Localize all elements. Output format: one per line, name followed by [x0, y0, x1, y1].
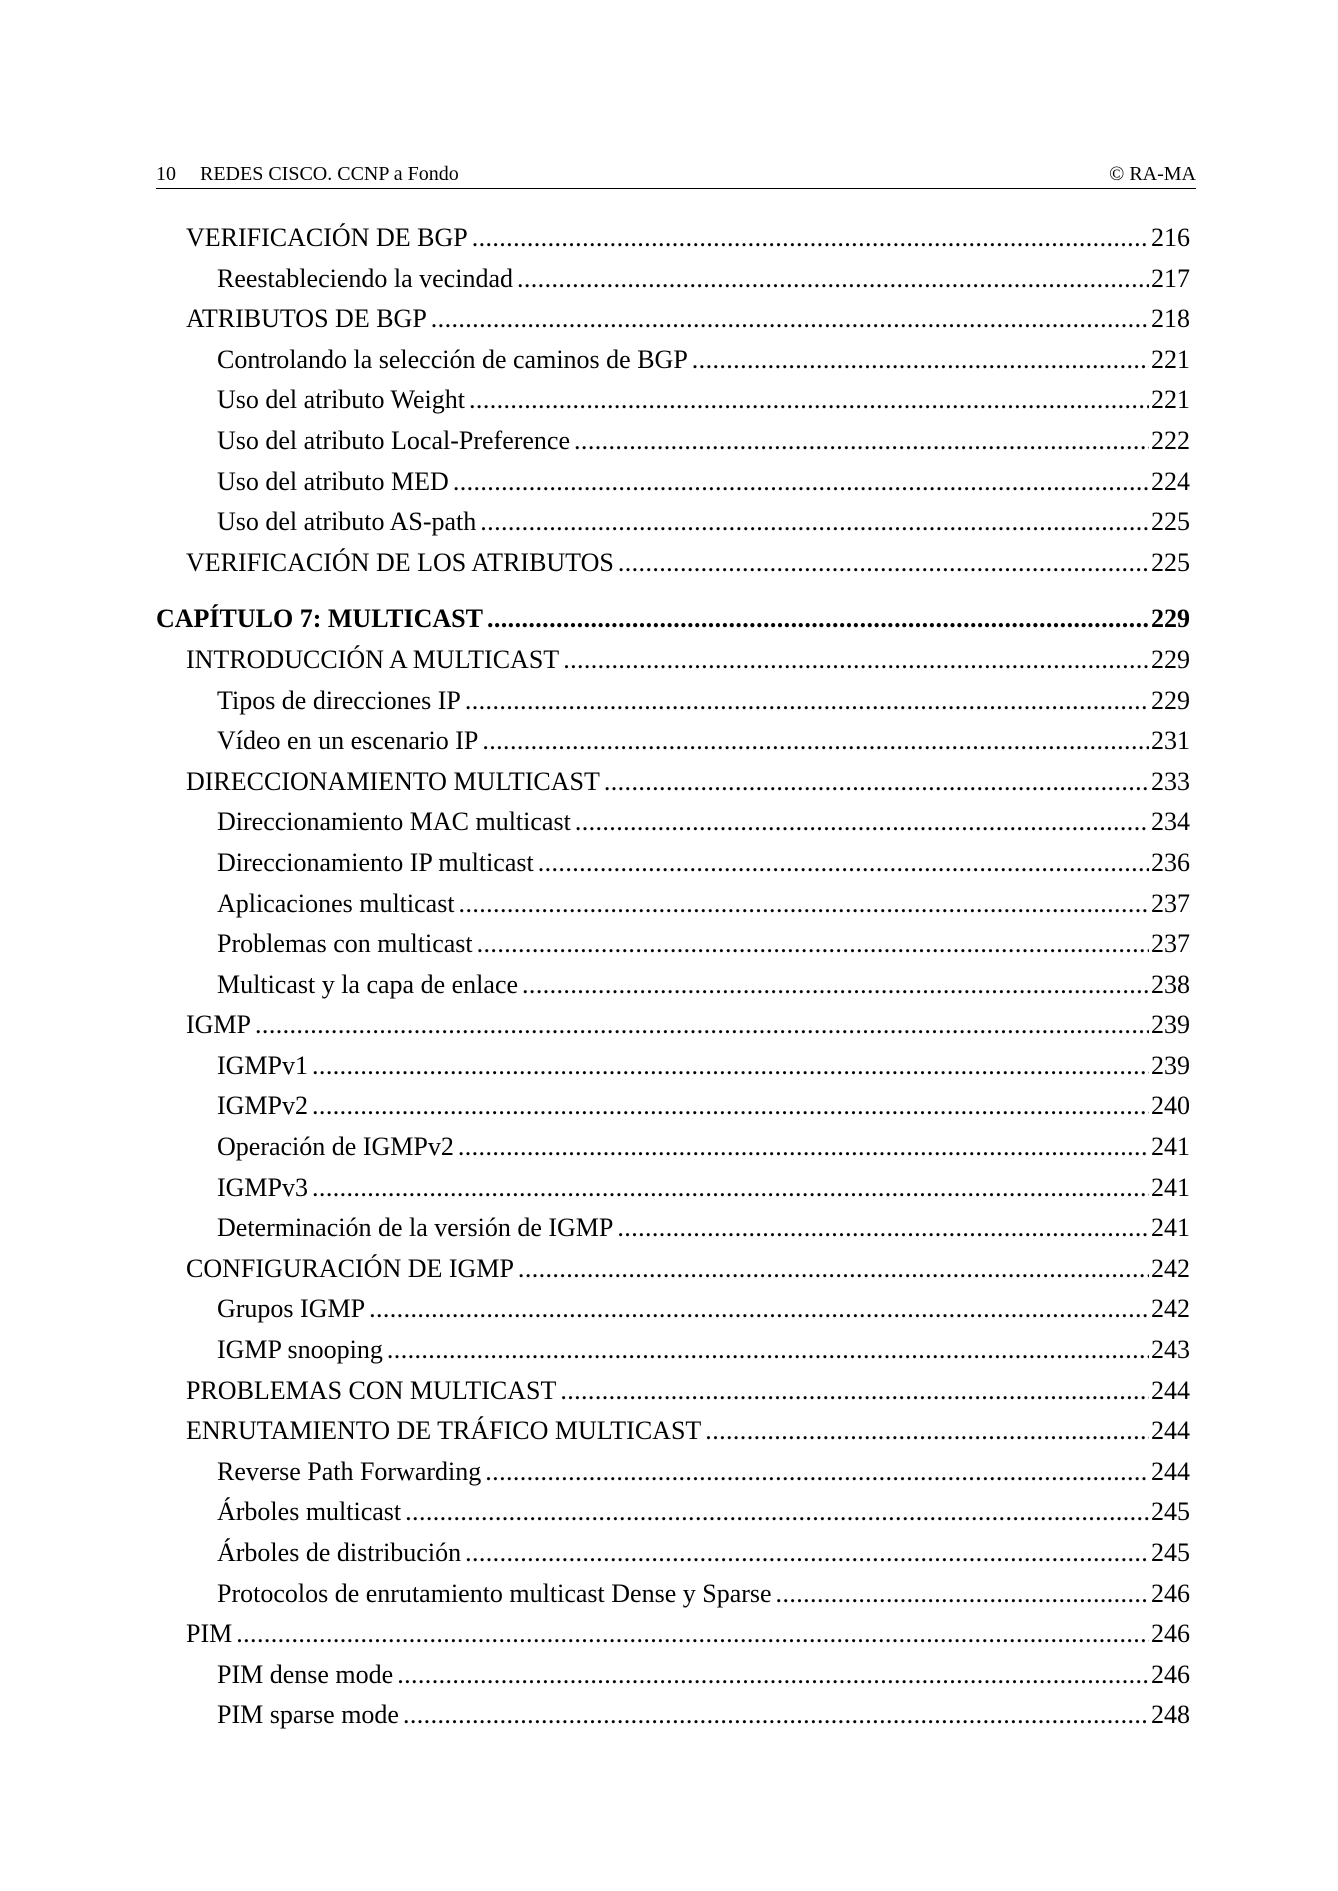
toc-entry-page: 234 — [1151, 807, 1190, 837]
toc-entry[interactable] — [156, 462, 1190, 503]
dot-leader — [705, 1411, 1149, 1452]
toc-entry-title: Reestableciendo la vecindad — [217, 263, 513, 293]
toc-entry-title: IGMPv2 — [217, 1091, 309, 1121]
toc-entry-title: Operación de IGMPv2 — [217, 1132, 454, 1162]
toc-entry[interactable] — [156, 1086, 1190, 1127]
toc-entry-title: VERIFICACIÓN DE LOS ATRIBUTOS — [186, 547, 614, 577]
toc-entry-title: CAPÍTULO 7: MULTICAST — [156, 604, 483, 634]
toc-entry-page: 246 — [1151, 1578, 1190, 1608]
toc-entry[interactable] — [156, 924, 1190, 965]
toc-entry-page: 239 — [1151, 1010, 1190, 1040]
toc-entry-title: Uso del atributo Local-Preference — [217, 425, 571, 455]
publisher: © RA-MA — [1109, 163, 1196, 185]
toc-entry[interactable] — [156, 1208, 1190, 1249]
toc-entry-page: 225 — [1151, 547, 1190, 577]
toc-entry-title: PIM — [186, 1619, 233, 1649]
dot-leader — [405, 1492, 1149, 1533]
toc-entry[interactable] — [156, 640, 1190, 681]
dot-leader — [482, 721, 1149, 762]
toc-entry-title: Controlando la selección de caminos de BGP — [217, 344, 688, 374]
toc-entry-title: Reverse Path Forwarding — [217, 1456, 482, 1486]
dot-leader — [574, 421, 1149, 462]
toc-entry-page: 248 — [1151, 1700, 1190, 1730]
toc-entry-title: Vídeo en un escenario IP — [217, 726, 479, 756]
dot-leader — [431, 299, 1149, 340]
toc-entry-page: 242 — [1151, 1253, 1190, 1283]
toc-entry[interactable] — [156, 721, 1190, 762]
dot-leader — [617, 1208, 1149, 1249]
dot-leader — [538, 843, 1149, 884]
toc-entry-page: 231 — [1151, 726, 1190, 756]
toc-entry-page: 245 — [1151, 1497, 1190, 1527]
dot-leader — [480, 502, 1149, 543]
toc-chapter-entry[interactable] — [156, 599, 1190, 640]
toc-entry-page: 217 — [1151, 263, 1190, 293]
toc-entry[interactable] — [156, 762, 1190, 803]
toc-entry[interactable] — [156, 1655, 1190, 1696]
toc-entry-page: 239 — [1151, 1050, 1190, 1080]
toc-entry-page: 236 — [1151, 847, 1190, 877]
dot-leader — [485, 1452, 1149, 1493]
toc-entry-page: 246 — [1151, 1659, 1190, 1689]
toc-entry-page: 241 — [1151, 1213, 1190, 1243]
dot-leader — [518, 1249, 1149, 1290]
toc-entry-title: DIRECCIONAMIENTO MULTICAST — [186, 766, 600, 796]
toc-entry[interactable] — [156, 1168, 1190, 1209]
toc-entry-title: Uso del atributo AS-path — [217, 507, 477, 537]
toc-entry[interactable] — [156, 1330, 1190, 1371]
toc-entry-title: IGMP snooping — [217, 1335, 383, 1365]
dot-leader — [459, 884, 1149, 925]
toc-entry[interactable] — [156, 1695, 1190, 1736]
table-of-contents — [156, 218, 1190, 1736]
dot-leader — [469, 380, 1149, 421]
toc-entry[interactable] — [156, 218, 1190, 259]
dot-leader — [387, 1330, 1149, 1371]
toc-entry-page: 229 — [1151, 604, 1190, 634]
dot-leader — [369, 1289, 1149, 1330]
toc-entry-page: 221 — [1151, 385, 1190, 415]
toc-entry-page: 225 — [1151, 507, 1190, 537]
dot-leader — [692, 340, 1149, 381]
toc-entry-title: Árboles multicast — [217, 1497, 402, 1527]
toc-entry[interactable] — [156, 1289, 1190, 1330]
toc-entry-title: Direccionamiento MAC multicast — [217, 807, 571, 837]
toc-entry-page: 246 — [1151, 1619, 1190, 1649]
toc-entry-title: IGMP — [186, 1010, 252, 1040]
toc-entry[interactable] — [156, 1046, 1190, 1087]
toc-entry[interactable] — [156, 1492, 1190, 1533]
toc-entry-title: Grupos IGMP — [217, 1294, 366, 1324]
dot-leader — [312, 1086, 1149, 1127]
dot-leader — [477, 924, 1149, 965]
toc-entry-title: Tipos de direcciones IP — [217, 685, 461, 715]
dot-leader — [604, 762, 1149, 803]
dot-leader — [236, 1614, 1149, 1655]
toc-entry-page: 229 — [1151, 644, 1190, 674]
dot-leader — [453, 462, 1149, 503]
toc-entry-page: 238 — [1151, 969, 1190, 999]
toc-entry-page: 242 — [1151, 1294, 1190, 1324]
dot-leader — [560, 1371, 1149, 1412]
toc-entry-page: 222 — [1151, 425, 1190, 455]
toc-entry-title: INTRODUCCIÓN A MULTICAST — [186, 644, 560, 674]
toc-entry[interactable] — [156, 380, 1190, 421]
toc-entry[interactable] — [156, 543, 1190, 584]
book-title: REDES CISCO. CCNP a Fondo — [200, 163, 459, 185]
toc-entry-page: 241 — [1151, 1132, 1190, 1162]
toc-entry-title: Multicast y la capa de enlace — [217, 969, 519, 999]
toc-entry-page: 244 — [1151, 1375, 1190, 1405]
dot-leader — [776, 1574, 1149, 1615]
toc-entry-page: 233 — [1151, 766, 1190, 796]
toc-entry[interactable] — [156, 421, 1190, 462]
toc-entry-page: 221 — [1151, 344, 1190, 374]
toc-entry-page: 243 — [1151, 1335, 1190, 1365]
toc-entry-page: 229 — [1151, 685, 1190, 715]
dot-leader — [618, 543, 1149, 584]
toc-entry[interactable] — [156, 1005, 1190, 1046]
toc-entry-title: PROBLEMAS CON MULTICAST — [186, 1375, 557, 1405]
toc-entry[interactable] — [156, 843, 1190, 884]
toc-entry-title: IGMPv3 — [217, 1172, 309, 1202]
toc-entry[interactable] — [156, 340, 1190, 381]
toc-entry[interactable] — [156, 1614, 1190, 1655]
toc-entry-page: 218 — [1151, 304, 1190, 334]
toc-entry-title: Problemas con multicast — [217, 929, 473, 959]
dot-leader — [487, 599, 1149, 640]
page-number: 10 — [156, 163, 176, 185]
dot-leader — [517, 259, 1149, 300]
toc-entry[interactable] — [156, 259, 1190, 300]
toc-entry-title: IGMPv1 — [217, 1050, 309, 1080]
toc-entry[interactable] — [156, 965, 1190, 1006]
toc-entry-title: Direccionamiento IP multicast — [217, 847, 534, 877]
dot-leader — [312, 1168, 1149, 1209]
toc-entry-title: Aplicaciones multicast — [217, 888, 455, 918]
dot-leader — [472, 218, 1149, 259]
dot-leader — [458, 1127, 1149, 1168]
toc-entry-page: 245 — [1151, 1538, 1190, 1567]
dot-leader — [465, 1533, 1149, 1574]
dot-leader — [403, 1695, 1149, 1736]
toc-entry-page: 237 — [1151, 888, 1190, 918]
toc-entry[interactable] — [156, 1249, 1190, 1290]
toc-entry-page: 240 — [1151, 1091, 1190, 1121]
toc-entry-title: CONFIGURACIÓN DE IGMP — [186, 1253, 514, 1283]
toc-entry[interactable] — [156, 1371, 1190, 1412]
toc-entry-page: 224 — [1151, 466, 1190, 496]
toc-entry-title: Uso del atributo MED — [217, 466, 449, 496]
toc-entry[interactable] — [156, 299, 1190, 340]
dot-leader — [465, 681, 1149, 722]
toc-entry-title: PIM sparse mode — [217, 1700, 399, 1730]
toc-entry-page: 244 — [1151, 1416, 1190, 1446]
toc-entry-title: Determinación de la versión de IGMP — [217, 1213, 614, 1243]
toc-entry-page: 244 — [1151, 1456, 1190, 1486]
toc-entry-title: Árboles de distribución — [217, 1538, 462, 1567]
dot-leader — [522, 965, 1149, 1006]
toc-entry[interactable] — [156, 502, 1190, 543]
toc-entry-title: PIM dense mode — [217, 1659, 394, 1689]
toc-entry[interactable] — [156, 1452, 1190, 1493]
running-header — [156, 160, 1196, 189]
toc-entry[interactable] — [156, 1411, 1190, 1452]
toc-entry-title: ENRUTAMIENTO DE TRÁFICO MULTICAST — [186, 1416, 702, 1446]
toc-entry[interactable] — [156, 681, 1190, 722]
toc-entry-title: VERIFICACIÓN DE BGP — [186, 223, 468, 252]
toc-entry[interactable] — [156, 1127, 1190, 1168]
dot-leader — [397, 1655, 1149, 1696]
toc-entry-title: Uso del atributo Weight — [217, 385, 466, 415]
dot-leader — [575, 802, 1149, 843]
toc-entry[interactable] — [156, 1533, 1190, 1574]
toc-entry-title: Protocolos de enrutamiento multicast Dense y Sparse — [217, 1578, 772, 1608]
toc-entry-page: 241 — [1151, 1172, 1190, 1202]
toc-entry-title: ATRIBUTOS DE BGP — [186, 304, 427, 334]
toc-entry-page: 216 — [1151, 223, 1190, 252]
toc-entry[interactable] — [156, 1574, 1190, 1615]
dot-leader — [312, 1046, 1149, 1087]
toc-entry[interactable] — [156, 802, 1190, 843]
toc-entry-page: 237 — [1151, 929, 1190, 959]
dot-leader — [255, 1005, 1149, 1046]
dot-leader — [563, 640, 1149, 681]
toc-entry[interactable] — [156, 884, 1190, 925]
